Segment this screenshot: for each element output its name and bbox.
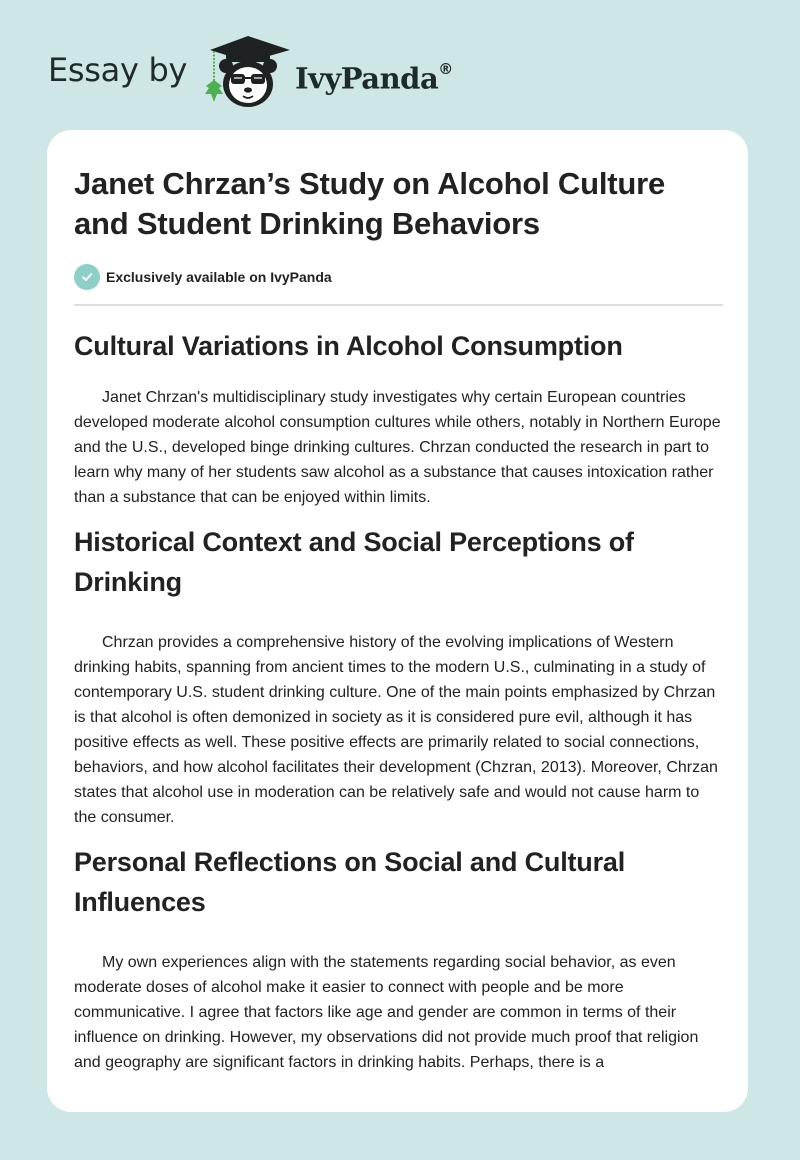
title-divider <box>74 304 723 306</box>
essay-title: Janet Chrzan’s Study on Alcohol Culture and Student Drinking Behaviors <box>74 166 666 241</box>
section-historical-context <box>74 522 723 830</box>
section-personal-reflections <box>74 842 723 1075</box>
registered-mark: ® <box>438 60 453 78</box>
section-heading: Historical Context and Social Perceptions of Drinking <box>74 527 634 597</box>
site-header <box>0 0 800 130</box>
section-paragraph: My own experiences align with the statements regarding social behavior, as even moderate doses of alcohol make it easier to connect with people and be more communicative. I agree that factors like age and gender are common in terms of their influence on drinking. However, my observations did not provide much proof that religion and geography are significant factors in drinking habits. Perhaps, there is a <box>74 954 699 1071</box>
exclusive-badge <box>74 264 723 290</box>
panda-graduate-logo-icon[interactable] <box>200 34 292 110</box>
section-paragraph: Janet Chrzan's multidisciplinary study investigates why certain European countries developed moderate alcohol consumption cultures while others, notably in Northern Europe and the U.S., developed binge drinking cultures. Chrzan conducted the research in part to learn why many of her students saw alcohol as a substance that causes intoxication rather than a substance that can be enjoyed within limits. <box>74 389 721 506</box>
check-circle-icon <box>74 264 100 290</box>
section-cultural-variations <box>74 326 723 510</box>
section-heading: Cultural Variations in Alcohol Consumption <box>74 331 623 361</box>
section-heading: Personal Reflections on Social and Cultural Influences <box>74 847 626 917</box>
essay-card <box>47 130 748 1112</box>
section-paragraph: Chrzan provides a comprehensive history of the evolving implications of Western drinking habits, spanning from ancient times to the modern U.S., culminating in a study of contemporary U.S. student drinking culture. One of the main points emphasized by Chrzan is that alcohol is often demonized in society as it is considered pure evil, although it has positive effects as well. These positive effects are primarily related to social connections, behaviors, and how alcohol facilitates their development (Chzran, 2013). Moreover, Chrzan states that alcohol use in moderation can be relatively safe and would not cause harm to the consumer. <box>74 634 718 826</box>
essay-content <box>74 130 723 1075</box>
brand-prefix: Essay by <box>48 51 188 89</box>
brand-name[interactable]: IvyPanda® <box>295 60 453 96</box>
exclusive-label: Exclusively available on IvyPanda <box>106 269 332 285</box>
